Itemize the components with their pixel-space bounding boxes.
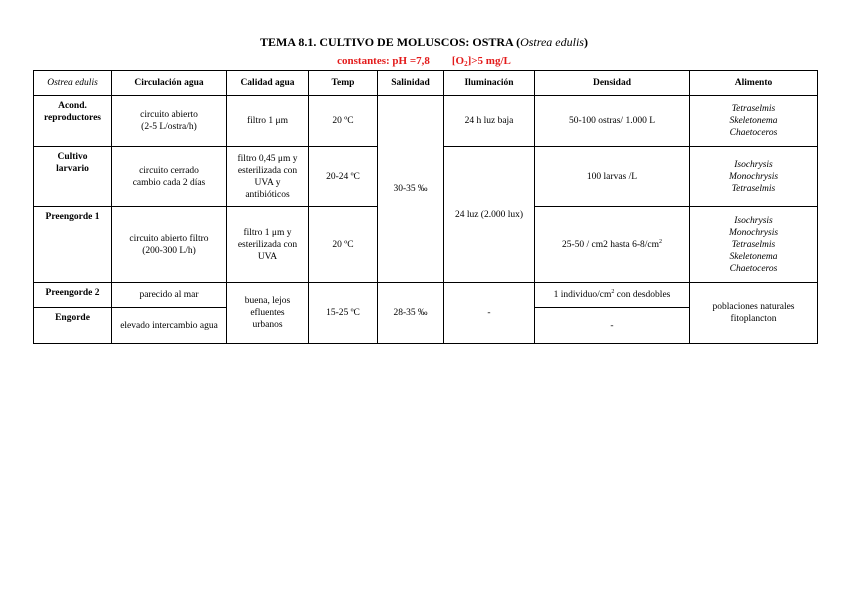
cell-quality: filtro 1 μm y esterilizada con UVA	[227, 207, 309, 283]
cell-circulation: parecido al mar	[112, 283, 227, 308]
cell-salinity-upper: 30-35 ‰	[378, 96, 444, 283]
cell-density: 100 larvas /L	[535, 147, 690, 207]
header-food: Alimento	[690, 71, 818, 96]
culture-table	[33, 70, 818, 344]
cell-temp: 20-24 ºC	[309, 147, 378, 207]
cell-food: Isochrysis Monochrysis Tetraselmis Skeletonema Chaetoceros	[690, 207, 818, 283]
cell-light: 24 h luz baja	[444, 96, 535, 147]
species-name: Ostrea edulis	[520, 35, 584, 49]
cell-food-lower: poblaciones naturales fitoplancton	[690, 283, 818, 344]
cell-density: 25-50 / cm2 hasta $6-8/cm^2$	[535, 207, 690, 283]
header-quality: Calidad agua	[227, 71, 309, 96]
cell-light-lower: -	[444, 283, 535, 344]
constants-line	[0, 54, 848, 71]
cell-food: Tetraselmis Skeletonema Chaetoceros	[690, 96, 818, 147]
cell-quality: filtro 1 μm	[227, 96, 309, 147]
table-row	[34, 283, 818, 308]
cell-quality: filtro 0,45 μm y esterilizada con UVA y antibióticos	[227, 147, 309, 207]
document-title: TEMA 8.1. CULTIVO DE MOLUSCOS: OSTRA (Ostrea edulis)	[260, 35, 588, 49]
cell-light-shared: 24 luz (2.000 lux)	[444, 147, 535, 283]
cell-quality-lower: buena, lejos efluentes urbanos	[227, 283, 309, 344]
cell-density: 1 individuo/$cm^2$ con desdobles	[535, 283, 690, 308]
cell-salinity-lower: 28-35 ‰	[378, 283, 444, 344]
oxygen-constant: $[O_2]>5$ mg/L	[451, 55, 511, 68]
cell-circulation: elevado intercambio agua	[112, 308, 227, 344]
cell-food: Isochrysis Monochrysis Tetraselmis	[690, 147, 818, 207]
table-row	[34, 96, 818, 147]
cell-circulation: circuito abierto (2-5 L/ostra/h)	[112, 96, 227, 147]
cell-temp: 20 ºC	[309, 207, 378, 283]
row-label-preengorde2: Preengorde 2	[34, 283, 112, 308]
header-temp: Temp	[309, 71, 378, 96]
header-species: Ostrea edulis	[34, 71, 112, 96]
cell-temp: 20 ºC	[309, 96, 378, 147]
header-density: Densidad	[535, 71, 690, 96]
row-label-engorde: Engorde	[34, 308, 112, 344]
cell-circulation: circuito abierto filtro (200-300 L/h)	[112, 207, 227, 283]
row-label-larvario: Cultivo larvario	[34, 147, 112, 207]
row-label-acond: Acond. reproductores	[34, 96, 112, 147]
cell-density: 50-100 ostras/ 1.000 L	[535, 96, 690, 147]
cell-temp-lower: 15-25 ºC	[309, 283, 378, 344]
cell-circulation: circuito cerrado cambio cada 2 días	[112, 147, 227, 207]
header-circulation: Circulación agua	[112, 71, 227, 96]
header-light: Iluminación	[444, 71, 535, 96]
row-label-preengorde1: Preengorde 1	[34, 207, 112, 283]
header-row	[34, 71, 818, 96]
ph-constant: constantes: pH =7,8	[337, 55, 430, 67]
cell-density: -	[535, 308, 690, 344]
header-salinity: Salinidad	[378, 71, 444, 96]
